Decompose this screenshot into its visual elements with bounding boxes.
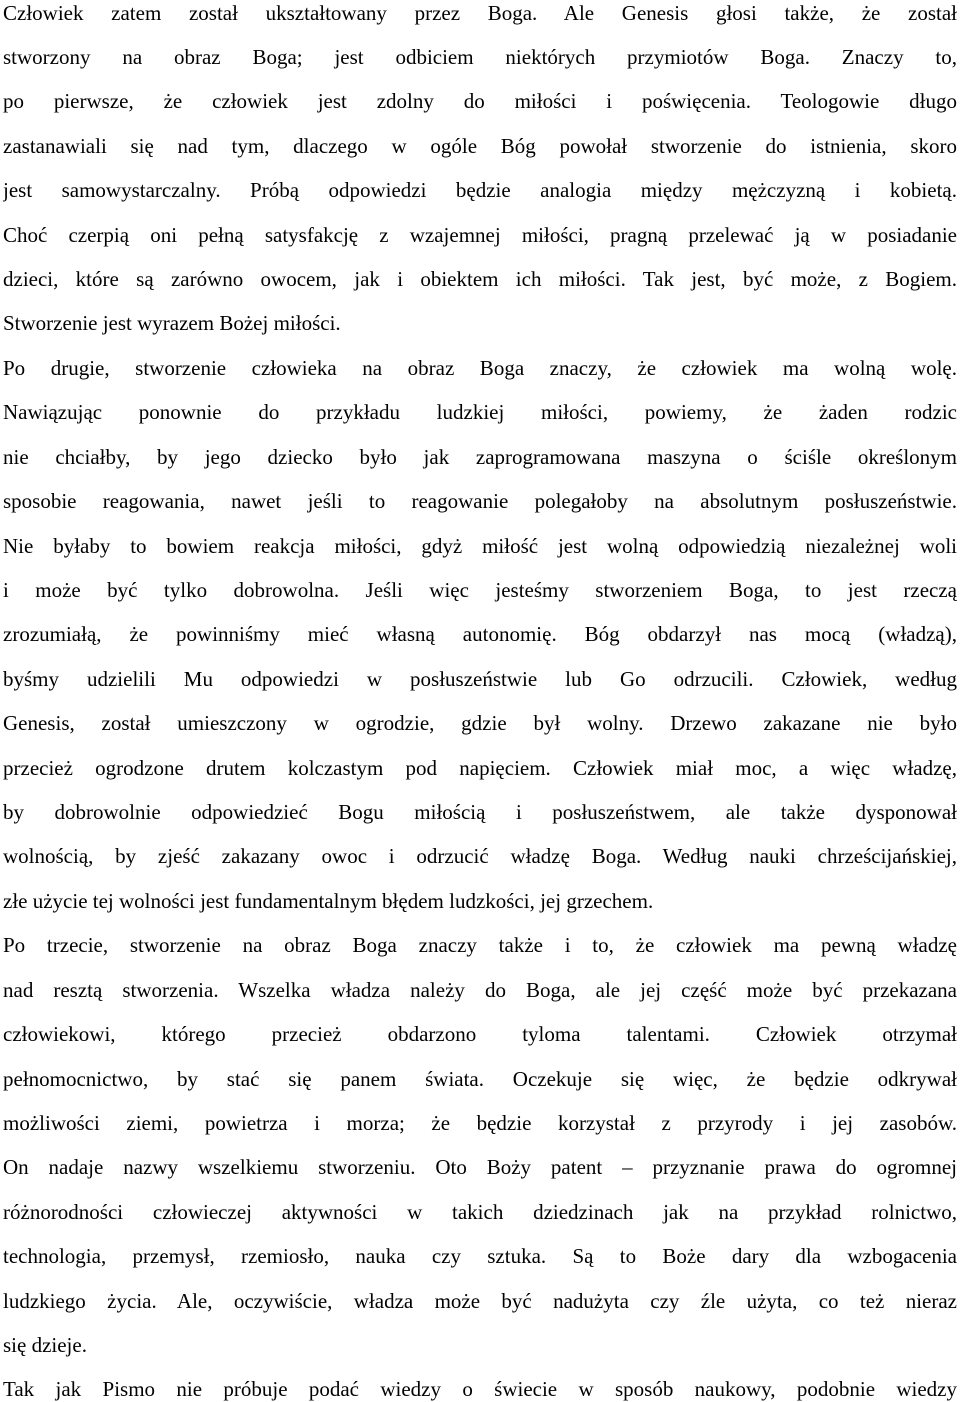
text-line: zrozumiałą, że powinniśmy mieć własną autonomię. Bóg obdarzył nas mocą (władzą),	[3, 622, 957, 646]
text-line: Genesis, został umieszczony w ogrodzie, gdzie był wolny. Drzewo zakazane nie było	[3, 711, 957, 735]
text-line: byśmy udzielili Mu odpowiedzi w posłuszeństwie lub Go odrzucili. Człowiek, według	[3, 667, 957, 691]
text-line: przecież ogrodzone drutem kolczastym pod napięciem. Człowiek miał moc, a więc władzę,	[3, 756, 957, 780]
text-line: różnorodności człowieczej aktywności w takich dziedzinach jak na przykład rolnictwo,	[3, 1200, 957, 1224]
text-line: Tak jak Pismo nie próbuje podać wiedzy o świecie w sposób naukowy, podobnie wiedzy	[3, 1377, 957, 1401]
text-line: technologia, przemysł, rzemiosło, nauka czy sztuka. Są to Boże dary dla wzbogacenia	[3, 1244, 957, 1268]
text-line: sposobie reagowania, nawet jeśli to reagowanie polegałoby na absolutnym posłuszeństwie.	[3, 489, 957, 513]
text-line: Po drugie, stworzenie człowieka na obraz Boga znaczy, że człowiek ma wolną wolę.	[3, 356, 957, 380]
text-line: by dobrowolnie odpowiedzieć Bogu miłością i posłuszeństwem, ale także dysponował	[3, 800, 957, 824]
text-line: nie chciałby, by jego dziecko było jak zaprogramowana maszyna o ściśle określonym	[3, 445, 957, 469]
text-line: zastanawiali się nad tym, dlaczego w ogóle Bóg powołał stworzenie do istnienia, skoro	[3, 134, 957, 158]
text-line: Nawiązując ponownie do przykładu ludzkiej miłości, powiemy, że żaden rodzic	[3, 400, 957, 424]
text-line: nad resztą stworzenia. Wszelka władza należy do Boga, ale jej część może być przekazana	[3, 978, 957, 1002]
text-line: dzieci, które są zarówno owocem, jak i obiektem ich miłości. Tak jest, być może, z Bogiem.	[3, 267, 957, 291]
text-line: ludzkiego życia. Ale, oczywiście, władza może być nadużyta czy źle użyta, co też nieraz	[3, 1289, 957, 1313]
text-line: się dzieje.	[3, 1333, 87, 1357]
text-line: pełnomocnictwo, by stać się panem świata. Oczekuje się więc, że będzie odkrywał	[3, 1067, 957, 1091]
text-line: możliwości ziemi, powietrza i morza; że będzie korzystał z przyrody i jej zasobów.	[3, 1111, 957, 1135]
text-line: Stworzenie jest wyrazem Bożej miłości.	[3, 311, 341, 335]
text-line: Nie byłaby to bowiem reakcja miłości, gdyż miłość jest wolną odpowiedzią niezależnej woli	[3, 534, 957, 558]
text-line: Człowiek zatem został ukształtowany przez Boga. Ale Genesis głosi także, że został	[3, 1, 957, 25]
text-line: Choć czerpią oni pełną satysfakcję z wzajemnej miłości, pragną przelewać ją w posiadanie	[3, 223, 957, 247]
text-line: złe użycie tej wolności jest fundamentalnym błędem ludzkości, jej grzechem.	[3, 889, 654, 913]
text-line: po pierwsze, że człowiek jest zdolny do miłości i poświęcenia. Teologowie długo	[3, 89, 957, 113]
text-line: człowiekowi, którego przecież obdarzono tyloma talentami. Człowiek otrzymał	[3, 1022, 957, 1046]
text-line: On nadaje nazwy wszelkiemu stworzeniu. Oto Boży patent – przyznanie prawa do ogromnej	[3, 1155, 957, 1179]
text-line: i może być tylko dobrowolna. Jeśli więc jesteśmy stworzeniem Boga, to jest rzeczą	[3, 578, 957, 602]
text-line: jest samowystarczalny. Próbą odpowiedzi będzie analogia między mężczyzną i kobietą.	[3, 178, 957, 202]
text-line: Po trzecie, stworzenie na obraz Boga znaczy także i to, że człowiek ma pewną władzę	[3, 933, 957, 957]
text-line: wolnością, by zjeść zakazany owoc i odrzucić władzę Boga. Według nauki chrześcijańskiej,	[3, 844, 957, 868]
text-line: stworzony na obraz Boga; jest odbiciem niektórych przymiotów Boga. Znaczy to,	[3, 45, 957, 69]
